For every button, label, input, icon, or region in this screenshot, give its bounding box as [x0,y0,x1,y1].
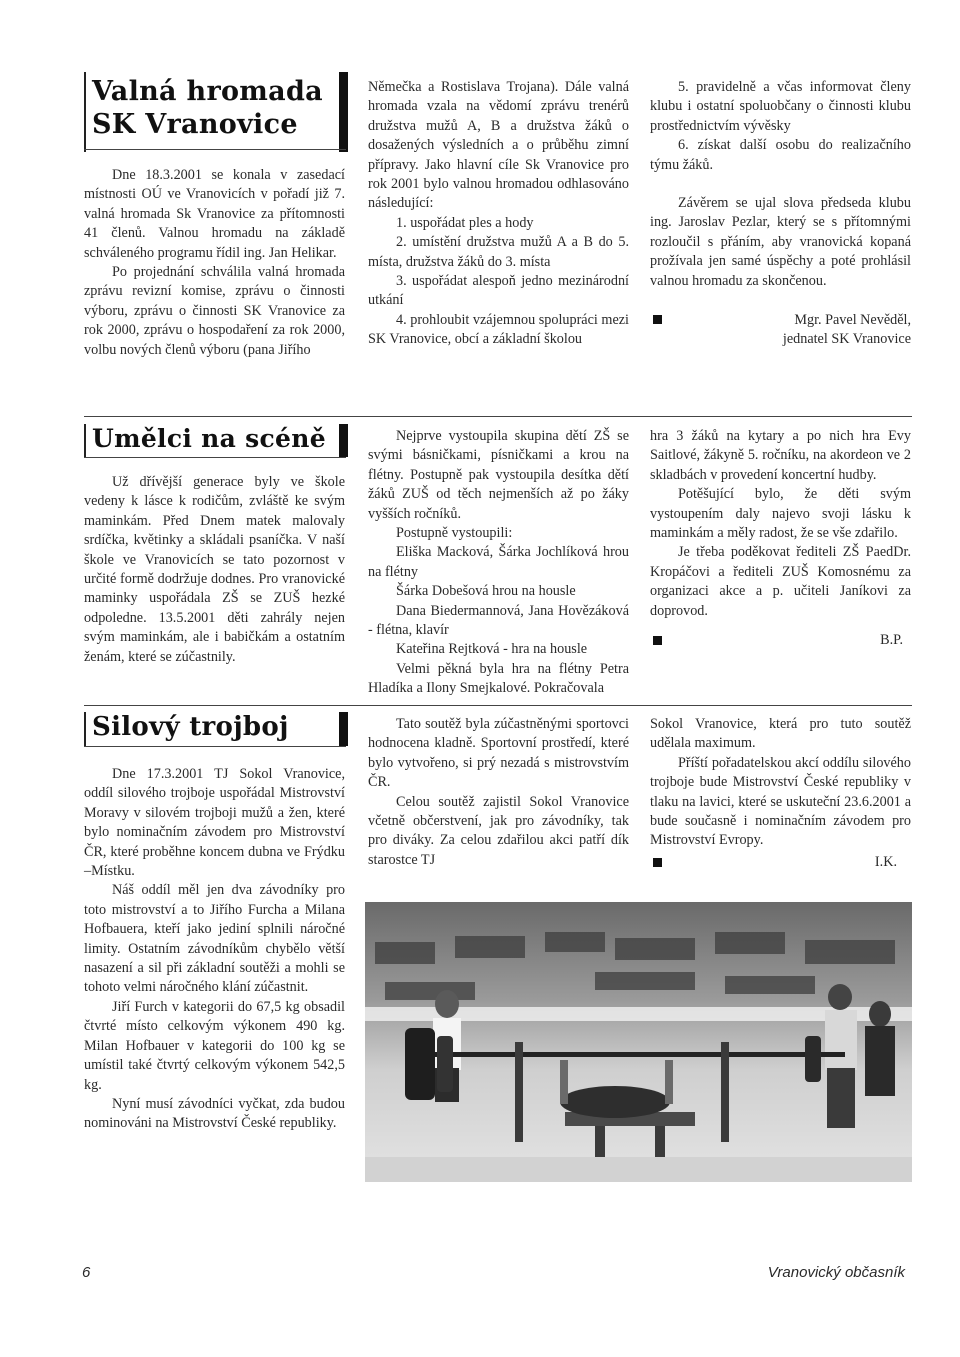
end-square-icon [653,636,662,645]
section-divider [84,416,912,417]
publication-title: Vranovický občasník [767,1264,905,1281]
paragraph: Po projednání schválila valná hromada zprávu revizní komise, zprávu o činnosti výboru, zprávu o činnosti SK Vranovice za rok 2000, zprávu o hospodaření za rok 2000, volbu nových členů výboru (pana Jiřího [84,264,345,358]
paragraph: Dne 18.3.2001 se konala v zasedací místnosti OÚ ve Vranovicích v pořadí již 7. valná hromada Sk Vranovice za přítomnosti 41 členů. Valnou hromadu na základě schváleného programu řídil ing. Jan Helikar. [84,167,345,261]
heading-line-2: SK Vranovice [92,109,298,140]
paragraph: Potěšující bylo, že děti svým vystoupením daly najevo svoji lásku k maminkám a měly radost, že se vše zdařilo. [650,486,911,542]
end-square-icon [653,315,662,324]
silovy-column-3 [650,715,911,873]
paragraph: Šárka Dobešová hrou na housle [396,583,576,600]
heading-text: Umělci na scéně [92,424,326,453]
heading-underline [84,746,346,747]
paragraph: Náš oddíl měl jen dva závodníky pro toto mistrovství a to Jiřího Furcha a Milana Hofbauera, kteří jako jediní splnili náročné limity. Ostatním závodníkům chybělo větší nasazení a sil při základní soutěži a mohli se tohoto velmi náročného klání zúčastnit. [84,882,345,996]
heading-underline [84,457,346,458]
valna-column-2 [368,78,629,350]
goal-item: 4. prohloubit vzájemnou spolupráci mezi SK Vranovice, obcí a základní školou [368,311,629,348]
umelci-column-2 [368,427,629,699]
signature: B.P. [880,632,903,649]
silovy-column-2 [368,715,629,870]
paragraph: Závěrem se ujal slova předseda klubu ing. Jaroslav Pezlar, který se s přítomnými rozloučil s přáním, aby vranovická kopaná prožívala jen samé úspěchy a poté prohlásil valnou hromadu za skončenou. [650,195,911,289]
paragraph: Jiří Furch v kategorii do 67,5 kg obsadil čtvrté místo celkovým výkonem 490 kg. Milan Hofbauer v kategorii do 100 kg se umístil také čtvrtý celkovým výkonem 542,5 kg. [84,998,345,1093]
heading-underline [84,149,346,150]
page-number: 6 [82,1264,91,1281]
paragraph: Němečka a Rostislava Trojana). Dále valná hromada vzala na vědomí zprávu trenérů družstva mužů A, B a družstva žáků o dosažených výsledních a o průběhu zimní přípravy. Jako hlavní cíle Sk Vranovice pro rok 2001 bylo valnou hromadou odhlasováno následující: [368,79,629,212]
paragraph: hra 3 žáků na kytary a po nich hra Evy Saitlové, žákyně 5. ročníku, na akordeon ve 2 skladbách v provedení koncertní hudby. [650,428,911,483]
paragraph: Nejprve vystoupila skupina dětí ZŠ se svými básničkami, písničkami a krou na flétny. Postupně pak vystoupila desítka dětí žáků ZUŠ od těch nejmenších až po žáky vyšších ročníků. [368,428,629,522]
heading-line-1: Valná hromada [92,76,323,107]
goal-item: 2. umístění družstva mužů A a B do 5. místa, družstva žáků do 3. místa [368,234,629,270]
silovy-column-1 [84,765,345,1134]
umelci-column-3 [650,427,911,651]
paragraph: Celou soutěž zajistil Sokol Vranovice včetně občerstvení, jak pro závodníky, tak pro diváky. Za celou zdařilou akci patří dík starostce TJ [368,793,629,868]
paragraph: Je třeba poděkovat řediteli ZŠ PaedDr. Kropáčovi a řediteli ZUŠ Komosnému za organizaci akce a p. učiteli Janíkovi za doprovod. [650,544,911,619]
signature-name: Mgr. Pavel Nevěděl, [794,312,911,329]
paragraph: Dana Biedermannová, Jana Hovězáková - flétna, klavír [368,602,629,639]
heading-text: Silový trojboj [92,712,289,742]
paragraph: Sokol Vranovice, která pro tuto soutěž udělala maximum. [650,716,911,752]
end-square-icon [653,858,662,867]
umelci-column-1 [84,473,345,667]
section-divider [84,705,912,706]
goal-item: 1. uspořádat ples a hody [396,214,534,231]
heading-silovy-trojboj [84,712,348,746]
heading-bar [339,424,348,457]
paragraph: Postupně vystoupili: [396,525,513,542]
heading-bar [339,72,348,152]
paragraph: Velmi pěkná byla hra na flétny Petra Hladíka a Ilony Smejkalové. Pokračovala [368,660,629,697]
paragraph: Nyní musí závodníci vyčkat, zda budou nominováni na Mistrovství České republiky. [84,1095,345,1132]
paragraph: Eliška Macková, Šárka Jochlíková hrou na flétny [368,544,629,580]
heading-valna-hromada [84,72,348,152]
paragraph: Příští pořadatelskou akcí oddílu silového trojboje bude Mistrovství České republiky v tlaku na lavici, které se uskuteční 23.6.2001 a bude současně i nominačním závodem pro Mistrovství Evropy. [650,754,911,849]
heading-bar [339,712,348,746]
paragraph: Dne 17.3.2001 TJ Sokol Vranovice, oddíl silového trojboje uspořádal Mistrovství Moravy v silovém trojboji mužů a žen, které bylo nominačním závodem pro Mistrovství ČR, které proběhne koncem dubna ve Frýdku –Místku. [84,766,345,880]
heading-umelci [84,424,348,457]
paragraph: Už dřívější generace byly ve škole vedeny k lásce k rodičům, zvláště ke svým maminkám. Před Dnem matek malovaly srdíčka, květinky a skládali psaníčka. V naší škole ve Vranovicích se tato pozornost v určité formě dodržuje dodnes. Pro vranovické maminky uspořádala ZŠ se ZUŠ hezké odpoledne. 13.5.2001 děti zahrály nejen svým maminkám, ale i babičkám a ostatním ženám, které se zúčastnily. [84,474,345,665]
signature: I.K. [874,853,897,870]
valna-column-3 [650,78,911,351]
goal-item: 5. pravidelně a včas informovat členy klubu i ostatní spoluobčany o činnosti klubu prostřednictvím vývěsky [650,79,911,134]
goal-item: 3. uspořádat alespoň jedno mezinárodní utkání [368,273,629,309]
signature-role: jednatel SK Vranovice [782,331,911,348]
goal-item: 6. získat další osobu do realizačního týmu žáků. [650,137,911,173]
paragraph: Tato soutěž byla zúčastněnými sportovci hodnocena kladně. Sportovní prostředí, které bylo vytvořeno, si prý nezadá s mistrovstvím ČR. [368,716,629,791]
bench-press-photo [365,902,912,1182]
paragraph: Kateřina Rejtková - hra na housle [396,641,588,658]
valna-column-1 [84,166,345,360]
